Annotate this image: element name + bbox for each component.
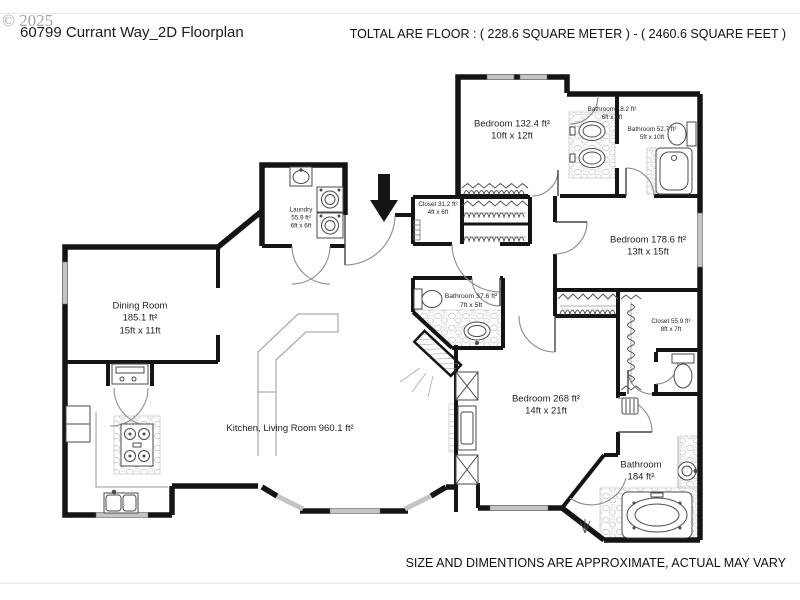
dresser-icon — [622, 398, 638, 414]
room-label-bathroom-37: Bathroom 37.6 ft² 7ft x 5ft — [444, 293, 498, 309]
copyright-watermark: © 2025 — [2, 11, 54, 30]
down-arrow-icon — [370, 174, 398, 222]
toilet-icon — [414, 289, 442, 309]
washer-dryer-icon — [317, 187, 343, 238]
room-label-bathroom-52: Bathroom 52.7 ft² 5ft x 10ft — [627, 125, 677, 141]
built-in-cabinets — [456, 372, 478, 484]
toilet-icon — [672, 354, 694, 388]
total-area-note: TOLTAL ARE FLOOR : ( 228.6 SQUARE METER ) - ( 2460.6 SQUARE FEET ) — [349, 27, 786, 41]
laundry-sink-icon — [290, 167, 312, 186]
room-label-bedroom-268: Bedroom 268 ft² 14ft x 21ft — [511, 393, 581, 417]
room-label-laundry: Laundry 55.9 ft² 6ft x 6ft — [289, 206, 313, 231]
room-label-kitchen-living: Kitchen, Living Room 960.1 ft² — [226, 422, 354, 434]
jacuzzi-tub-icon — [622, 492, 692, 538]
bay-window — [277, 496, 431, 509]
room-label-bedroom-132: Bedroom 132.4 ft² 10ft x 12ft — [473, 118, 551, 142]
kitchen-sink-icon — [104, 490, 138, 513]
page-title: 60799 Currant Way_2D Floorplan — [20, 24, 244, 41]
fridge-icon — [66, 406, 90, 442]
room-label-closet-31: Closet 31.2 ft² 4ft x 6ft — [418, 200, 458, 216]
disclaimer-note: SIZE AND DIMENTIONS ARE APPROXIMATE, ACTUAL MAY VARY — [405, 556, 786, 570]
bathtub-icon — [656, 148, 692, 194]
wall-oven-icon — [112, 364, 148, 384]
room-label-dining-room: Dining Room 185.1 ft² 15ft x 11ft — [112, 300, 168, 337]
stove-icon — [121, 424, 153, 466]
room-label-bathroom-18: Bathroom 18.2 ft² 6ft x 2ft — [587, 105, 637, 121]
clothes-hangers-icon — [462, 184, 641, 391]
room-label-closet-55: Closet 55.9 ft² 8ft x 7ft — [651, 317, 691, 333]
room-label-bathroom-184: Bathroom 184 ft² — [620, 459, 662, 483]
tile-floor-areas — [114, 112, 700, 540]
room-label-bedroom-178: Bedroom 178.6 ft² 13ft x 15ft — [609, 234, 687, 258]
